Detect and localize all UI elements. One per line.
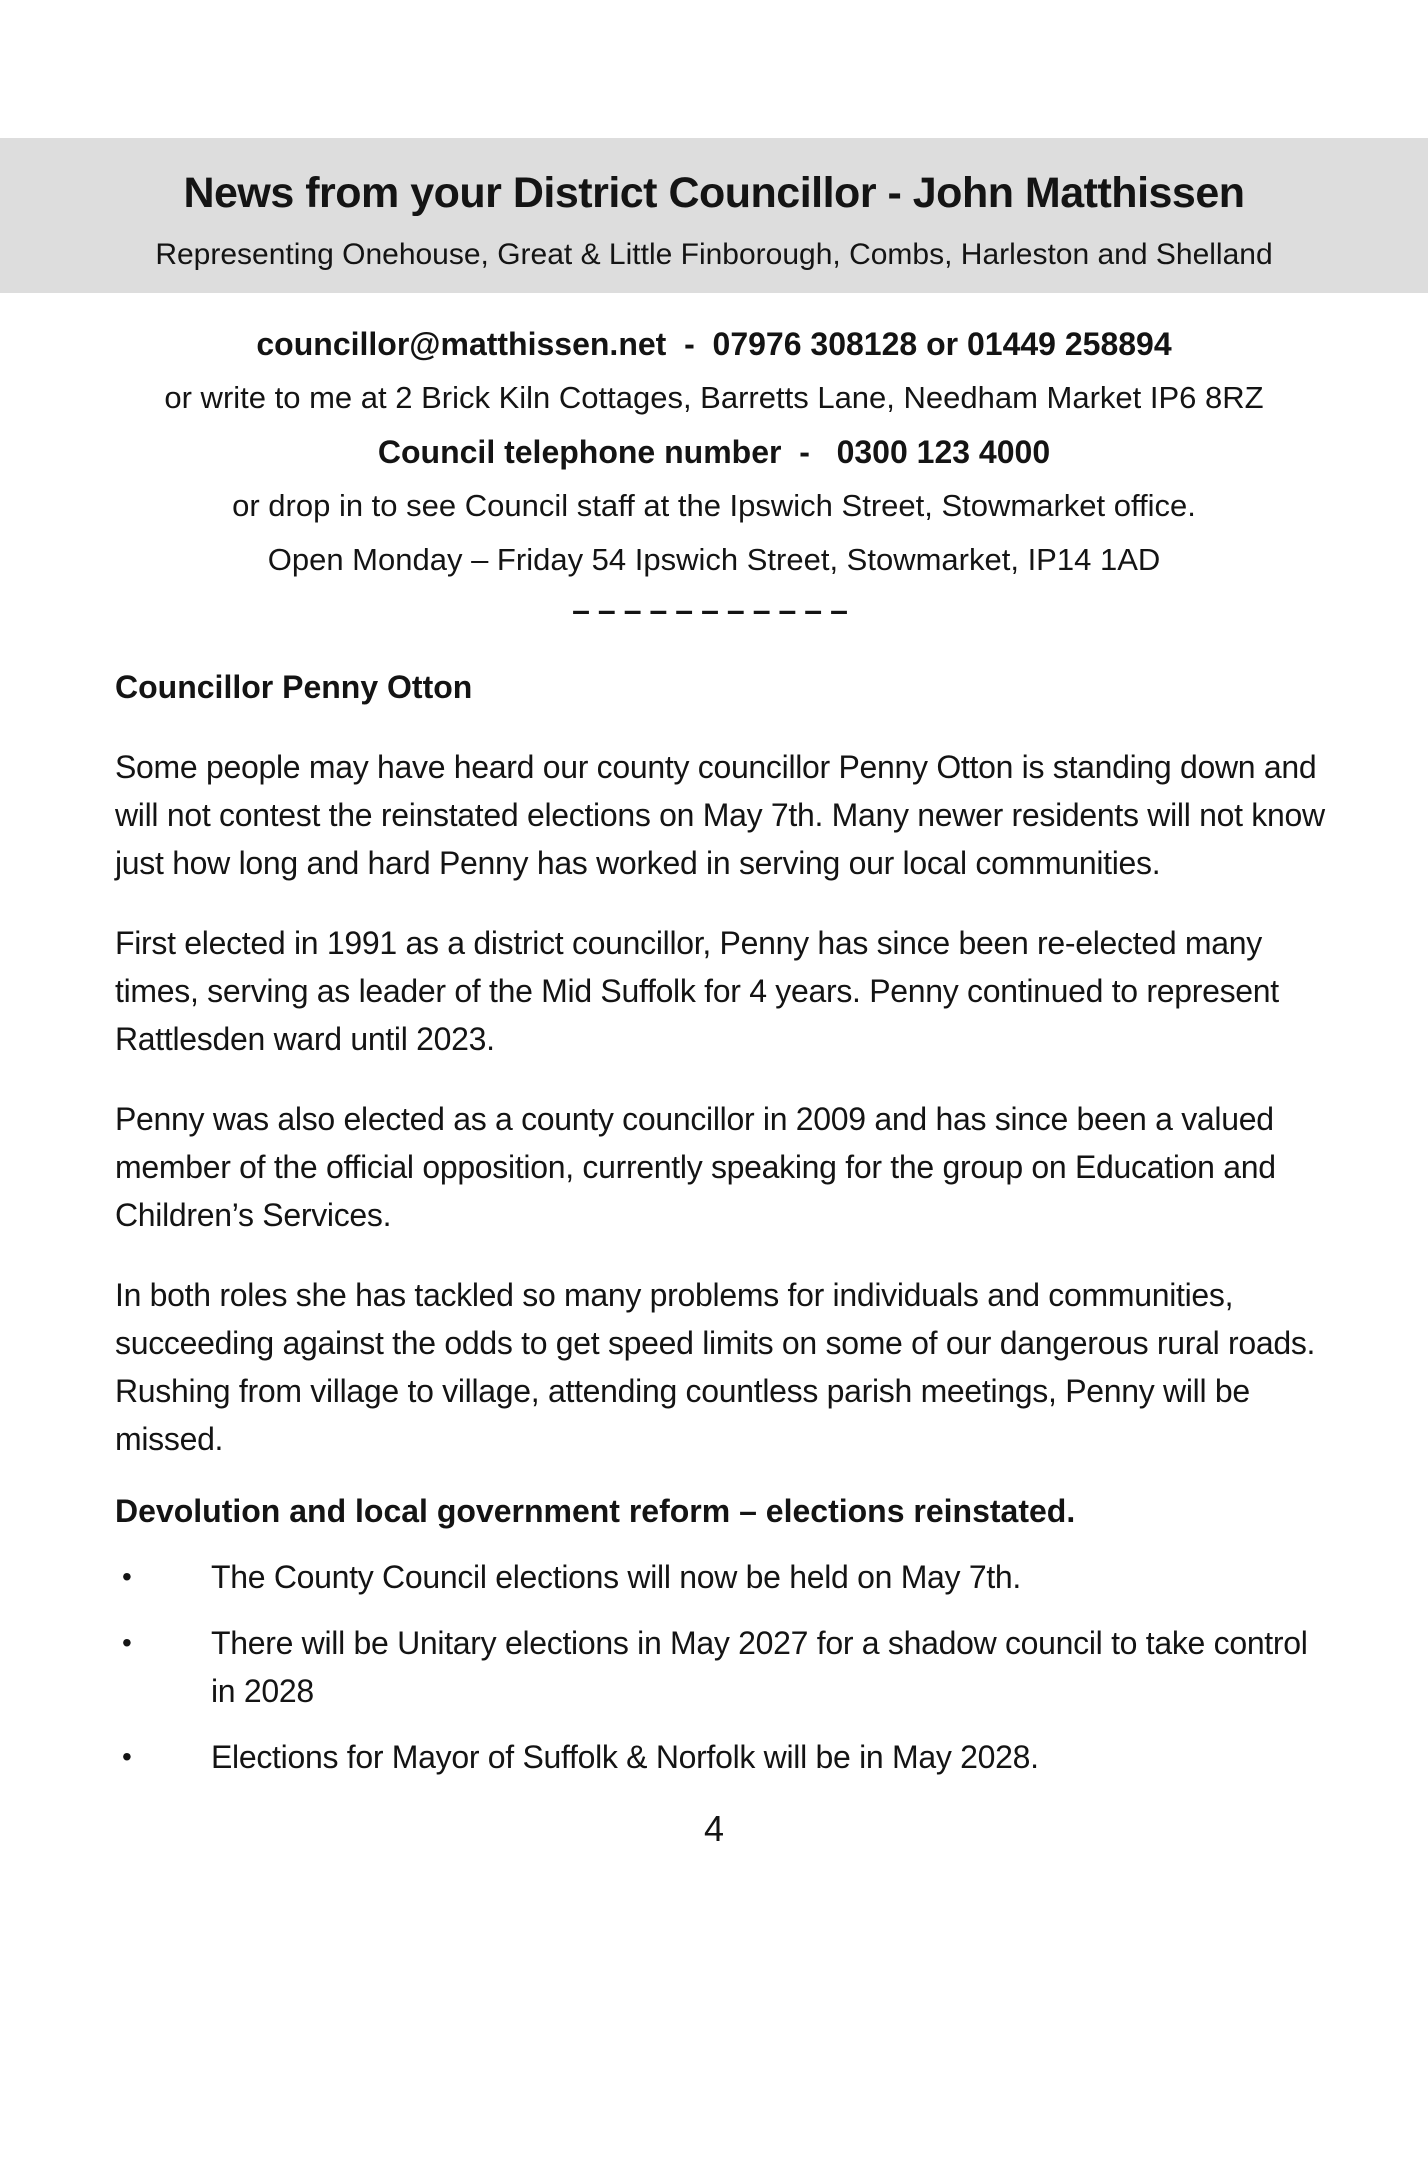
list-item <box>115 1619 1340 1715</box>
page-footer <box>0 1805 1428 1853</box>
bullet-list <box>115 1553 1340 1781</box>
contact-office-info: or drop in to see Council staff at the Ipswich Street, Stowmarket office. <box>232 488 1196 523</box>
paragraph: Penny was also elected as a county councillor in 2009 and has since been a valued member of the official opposition, currently speaking for the group on Education and Children’s Services. <box>115 1101 1285 1233</box>
contact-council-phone: Council telephone number - 0300 123 4000 <box>377 434 1051 470</box>
paragraph: Some people may have heard our county councillor Penny Otton is standing down and will not contest the reinstated elections on May 7th. Many newer residents will not know just how long and hard Penny has worked in serving our local communities. <box>115 749 1334 881</box>
paragraph: In both roles she has tackled so many problems for individuals and communities, succeeding against the odds to get speed limits on some of our dangerous rural roads. Rushing from village to village, attending countless parish meetings, Penny will be missed. <box>115 1277 1333 1457</box>
page-subtitle: Representing Onehouse, Great & Little Finborough, Combs, Harleston and Shelland <box>155 237 1273 271</box>
dashed-separator: ––––––––––– <box>572 592 856 628</box>
contact-address: or write to me at 2 Brick Kiln Cottages, Barretts Lane, Needham Market IP6 8RZ <box>164 380 1264 415</box>
bullet-text: There will be Unitary elections in May 2027 for a shadow council to take control in 2028 <box>211 1625 1317 1709</box>
contact-block <box>0 317 1428 633</box>
bullet-icon: • <box>122 1561 132 1592</box>
bullet-text: The County Council elections will now be held on May 7th. <box>211 1559 1022 1595</box>
bullet-icon: • <box>122 1627 132 1658</box>
header-band <box>0 138 1428 293</box>
article-body <box>115 663 1340 1781</box>
list-item <box>115 1553 1340 1601</box>
bullet-text: Elections for Mayor of Suffolk & Norfolk will be in May 2028. <box>211 1739 1039 1775</box>
section-heading-devolution: Devolution and local government reform – elections reinstated. <box>115 1493 1076 1529</box>
list-item <box>115 1733 1340 1781</box>
contact-email-phone: councillor@matthissen.net - 07976 308128 or 01449 258894 <box>256 326 1172 362</box>
newsletter-page <box>0 138 1428 2166</box>
section-heading-penny-otton: Councillor Penny Otton <box>115 669 473 705</box>
bullet-icon: • <box>122 1741 132 1772</box>
paragraph: First elected in 1991 as a district councillor, Penny has since been re-elected many times, serving as leader of the Mid Suffolk for 4 years. Penny continued to represent Rattlesden ward until 2023. <box>115 925 1288 1057</box>
contact-opening-hours: Open Monday – Friday 54 Ipswich Street, Stowmarket, IP14 1AD <box>267 542 1161 577</box>
page-number: 4 <box>703 1808 725 1849</box>
page-title: News from your District Councillor - John Matthissen <box>183 169 1245 218</box>
